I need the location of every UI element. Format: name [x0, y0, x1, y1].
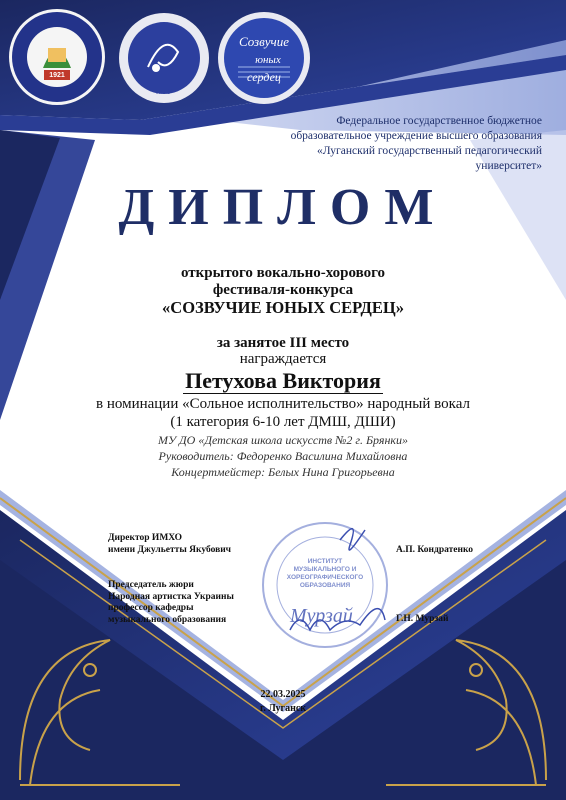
festival-block: [60, 265, 506, 316]
jury-name: Г.Н. Мурзай: [396, 614, 449, 624]
festival-logo-line3: сердец: [247, 70, 281, 84]
nomination-block: [30, 395, 536, 431]
jury-line4: музыкального образования: [108, 614, 227, 625]
director-line2: имени Джульетты Якубович: [108, 544, 232, 555]
lgpu-logo: [8, 8, 106, 106]
director-name: А.П. Кондратенко: [396, 545, 474, 555]
diploma-title: ДИПЛОМ: [118, 179, 448, 236]
university-header: [250, 114, 542, 174]
festival-line1: открытого вокально-хорового: [180, 265, 386, 281]
festival-logo-line2: юных: [255, 54, 281, 66]
award-awarded: награждается: [239, 351, 327, 367]
accompanist-line: Концертмейстер: Белых Нина Григорьевна: [171, 465, 395, 479]
lgpu-year: 1921: [49, 72, 65, 79]
institute-logo: [118, 12, 210, 104]
recipient-name: [60, 368, 506, 394]
jury-line3: профессор кафедры: [108, 603, 194, 613]
school-block: [60, 432, 506, 480]
category-line: (1 категория 6-10 лет ДМШ, ДШИ): [170, 414, 396, 430]
footer: [200, 688, 366, 716]
nomination-line: в номинации «Сольное исполнительство» народный вокал: [96, 396, 470, 412]
jury-title: [108, 580, 288, 626]
jury-line2: Народная артистка Украины: [108, 591, 234, 602]
festival-line2: фестиваля-конкурса: [212, 282, 354, 298]
handwritten-signature: Мурзай: [290, 605, 353, 627]
festival-logo: [218, 12, 310, 104]
jury-line1: Председатель жюри: [108, 580, 194, 590]
school-line: МУ ДО «Детская школа искусств №2 г. Брянки»: [157, 433, 409, 447]
festival-name: «СОЗВУЧИЕ ЮНЫХ СЕРДЕЦ»: [162, 298, 404, 317]
award-place: за занятое III место: [216, 335, 350, 351]
issue-city: г. Луганск: [259, 703, 307, 714]
university-line3: «Луганский государственный педагогический университет»: [317, 145, 542, 172]
university-line1: Федеральное государственное бюджетное: [336, 115, 542, 127]
stamp: ИНСТИТУТ МУЗЫКАЛЬНОГО И ХОРЕОГРАФИЧЕСКОГО ОБРАЗОВАНИЯ: [286, 558, 364, 589]
award-block: [60, 335, 506, 367]
director-line1: Директор ИМХО: [108, 533, 183, 543]
university-line2: образовательное учреждение высшего образования: [290, 130, 542, 142]
festival-logo-line1: Созвучие: [238, 34, 290, 49]
recipient-name-text: Петухова Виктория: [185, 368, 381, 393]
director-title: [108, 533, 278, 556]
teacher-line: Руководитель: Федоренко Василина Михайловна: [158, 449, 408, 463]
issue-date: 22.03.2025: [260, 689, 306, 700]
institute-abbr: ЛГПУ: [156, 90, 172, 96]
